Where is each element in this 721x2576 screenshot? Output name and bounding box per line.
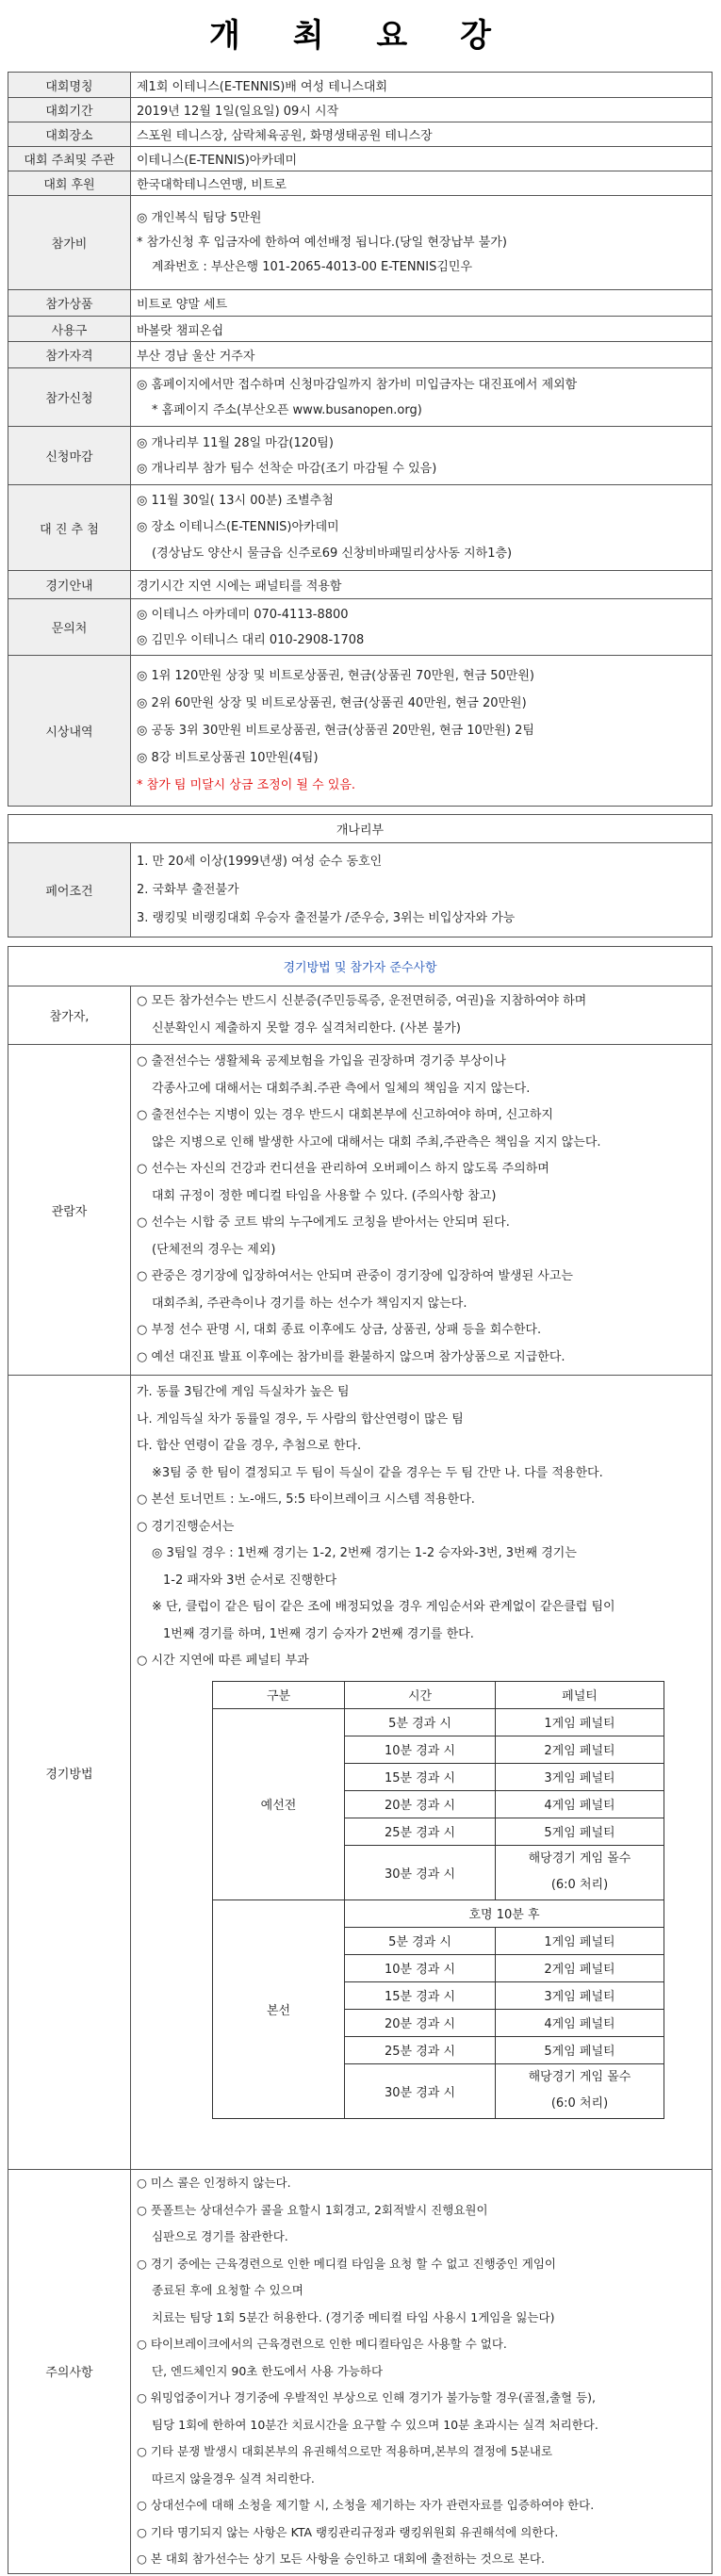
main-label: 본선 (213, 1899, 345, 2118)
text-line: 구분 (213, 1681, 345, 1708)
text-line: 팀당 1회에 한하여 10분간 치료시간을 요구할 수 있으며 10분 초과시는 실격 처리한다. (152, 2417, 598, 2432)
row-value (131, 986, 713, 1045)
text-line: 페널티 (496, 1681, 664, 1708)
text-line: ◎ 홈페이지에서만 접수하며 신청마감일까지 참가비 미입금자는 대진표에서 제외함 (137, 377, 578, 392)
text-line: 심판으로 경기를 참관한다. (152, 2229, 288, 2243)
text-line: ◎ 김민우 이테니스 대리 010-2908-1708 (137, 632, 365, 647)
row-label: 주의사항 (8, 2170, 131, 2574)
row-name (8, 73, 713, 98)
text-line: ◎ 장소 이테니스(E-TENNIS)아카데미 (137, 520, 339, 534)
text-line: ○ 풋폴트는 상대선수가 콜을 요할시 1회경고, 2회적발시 진행요원이 (137, 2202, 488, 2217)
row-venue (8, 122, 713, 147)
text-line: 20분 경과 시 (345, 1790, 496, 1818)
text-line: ◎ 개인복식 팀당 5만원 (137, 210, 262, 225)
text-line: ◎ 공동 3위 30만원 비트로상품권, 현금(상품권 20만원, 현금 10만원) 2팀 (137, 724, 534, 738)
penalty-table (212, 1681, 664, 2119)
division-conditions (131, 843, 713, 937)
text-line: 20분 경과 시 (345, 2009, 496, 2036)
text-line: ※3팀 중 한 팀이 결정되고 두 팀이 득실이 같을 경우는 두 팀 간만 나. 다를 적용한다. (152, 1465, 603, 1480)
text-line: ○ 시간 지연에 따른 페널티 부과 (137, 1654, 309, 1668)
row-label: 경기방법 (8, 1376, 131, 2170)
division-label: 페어조건 (8, 843, 131, 937)
row-label: 참가자, (8, 986, 131, 1045)
row-fee (8, 196, 713, 290)
text-line: 단, 엔드체인지 90초 한도에서 사용 가능하다 (152, 2363, 384, 2378)
row-value (131, 2170, 713, 2574)
text-line: 2게임 페널티 (496, 1954, 664, 1981)
overview-table (8, 72, 713, 807)
text-line: ○ 상대선수에 대해 소청을 제기할 시, 소청을 제기하는 자가 관련자료를 입증하여야 한다. (137, 2498, 595, 2512)
rules-management (8, 1045, 713, 1376)
text-line: ◎ 11월 30일( 13시 00분) 조별추첨 (137, 494, 334, 508)
text-line: (6:0 처리) (550, 2096, 609, 2111)
text-line: 시간 (345, 1681, 496, 1708)
text-line: 15분 경과 시 (345, 1981, 496, 2009)
row-label: 대회 주최및 주관 (8, 147, 131, 171)
text-line: 3. 랭킹및 비랭킹대회 우승자 출전불가 /준우승, 3위는 비입상자와 가능 (137, 910, 516, 925)
page-title: 개 최 요 강 (209, 17, 512, 55)
text-line: * 참가신청 후 입금자에 한하여 예선배정 됩니다.(당일 현장납부 불가) (137, 235, 507, 250)
text-line: ○ 출전선수는 지병이 있는 경우 반드시 대회본부에 신고하여야 하며, 신고하지 (137, 1108, 553, 1122)
text-line: ◎ 1위 120만원 상장 및 비트로상품권, 현금(상품권 70만원, 현금 50만원) (137, 669, 534, 683)
row-match-info (8, 571, 713, 599)
text-line: 2게임 페널티 (496, 1736, 664, 1763)
text-line: 1-2 패자와 3번 순서로 진행한다 (163, 1573, 337, 1588)
text-line: 신분확인시 제출하지 못할 경우 실격처리한다. (사본 불가) (152, 1020, 461, 1035)
text-line: (경상남도 양산시 물금읍 신주로69 신창비바패밀리상사동 지하1층) (152, 546, 513, 561)
text-line: 2019년 12월 1일(일요일) 09시 시작 (137, 105, 339, 119)
text-line: ◎ 8강 비트로상품권 10만원(4팀) (137, 751, 319, 765)
text-line: 30분 경과 시 (345, 1845, 496, 1899)
text-line: 부산 경남 울산 거주자 (137, 350, 255, 364)
text-line: 해당경기 게임 몰수 (528, 2069, 631, 2084)
row-label: 시상내역 (8, 656, 131, 807)
table-row (213, 1899, 664, 1927)
row-draw (8, 485, 713, 571)
rules-header: 경기방법 및 참가자 준수사항 (8, 947, 713, 986)
text-line: 5분 경과 시 (345, 1708, 496, 1736)
text-line: 1게임 페널티 (496, 1708, 664, 1736)
row-label: 대회명칭 (8, 73, 131, 98)
prize-note: * 참가 팀 미달시 상금 조정이 될 수 있음. (137, 778, 356, 792)
text-line: 나. 게임득실 차가 동률일 경우, 두 사람의 합산연령이 많은 팀 (137, 1411, 464, 1427)
text-line: ○ 본선 토너먼트 : 노-애드, 5:5 타이브레이크 시스템 적용한다. (137, 1492, 475, 1507)
text-line: 25분 경과 시 (345, 2036, 496, 2063)
text-line: (단체전의 경우는 제외) (152, 1242, 276, 1257)
text-line: 1. 만 20세 이상(1999년생) 여성 순수 동호인 (137, 854, 383, 869)
text-line: 4게임 페널티 (496, 1790, 664, 1818)
division-header: 개나리부 (8, 815, 713, 843)
row-organizer (8, 147, 713, 171)
text-line: 스포원 테니스장, 삼락체육공원, 화명생태공원 테니스장 (137, 129, 433, 143)
text-line: ◎ 2위 60만원 상장 및 비트로상품권, 현금(상품권 40만원, 현금 20만원) (137, 696, 527, 710)
text-line: ○ 기타 명기되지 않는 사항은 KTA 랭킹관리규정과 랭킹위원회 유권해석에 의한다. (137, 2524, 559, 2539)
table-row (213, 1708, 664, 1736)
text-line: ※ 단, 클럽이 같은 팀이 같은 조에 배정되었을 경우 게임순서와 관계없이 같은클럽 팀이 (152, 1600, 615, 1614)
division-table (8, 814, 713, 937)
row-label: 문의처 (8, 599, 131, 656)
text-line: ◎ 3팀일 경우 : 1번째 경기는 1-2, 2번째 경기는 1-2 승자와-3번, 3번째 경기는 (152, 1546, 577, 1560)
row-value (131, 171, 713, 196)
text-line: 제1회 이테니스(E-TENNIS)배 여성 테니스대회 (137, 79, 388, 94)
text-line: ○ 예선 대진표 발표 이후에는 참가비를 환불하지 않으며 참가상품으로 지급한다. (137, 1349, 565, 1364)
row-value (131, 196, 713, 290)
row-label: 사용구 (8, 317, 131, 342)
main-header: 호명 10분 후 (345, 1899, 664, 1927)
text-line: 1게임 페널티 (496, 1927, 664, 1954)
text-line: ○ 부정 선수 판명 시, 대회 종료 이후에도 상금, 상품권, 상패 등을 회수한다. (137, 1323, 542, 1337)
text-line: 5분 경과 시 (345, 1927, 496, 1954)
prelim-label: 예선전 (213, 1708, 345, 1899)
text-line: 해당경기 게임 몰수 (528, 1850, 631, 1866)
rules-table (8, 946, 713, 2574)
text-line: ○ 미스 콜은 인정하지 않는다. (137, 2176, 291, 2190)
row-value (131, 122, 713, 147)
row-label: 참가비 (8, 196, 131, 290)
row-value (131, 427, 713, 485)
row-gift (8, 290, 713, 317)
penalty-header-row (213, 1681, 664, 1708)
row-label: 관람자 (8, 1045, 131, 1376)
text-line: 15분 경과 시 (345, 1763, 496, 1790)
text-line: 바볼랏 챔피온쉽 (137, 323, 224, 338)
text-line: 10분 경과 시 (345, 1954, 496, 1981)
text-line: ○ 워밍업중이거나 경기중에 우발적인 부상으로 인해 경기가 불가능할 경우(골절,출혈 등), (137, 2390, 596, 2405)
row-label: 참가상품 (8, 290, 131, 317)
row-value (131, 1045, 713, 1376)
text-line: 5게임 페널티 (496, 1818, 664, 1845)
text-line: 10분 경과 시 (345, 1736, 496, 1763)
row-value (131, 147, 713, 171)
text-line: 대회 규정이 정한 메디컬 타임을 사용할 수 있다. (주의사항 참고) (152, 1188, 497, 1203)
row-value (131, 1376, 713, 2170)
text-line: ○ 본 대회 참가선수는 상기 모든 사항을 승인하고 대회에 출전하는 것으로 본다. (137, 2552, 545, 2566)
text-line: 각종사고에 대해서는 대회주최.주관 측에서 일체의 책임을 지지 않는다. (152, 1081, 531, 1096)
text-line: ○ 경기 중에는 근육경련으로 인한 메디컬 타임을 요청 할 수 없고 진행중인 게임이 (137, 2256, 556, 2271)
row-value (131, 656, 713, 807)
text-line: 25분 경과 시 (345, 1818, 496, 1845)
text-line: 대회주최, 주관측이나 경기를 하는 선수가 책임지지 않는다. (152, 1296, 467, 1311)
text-line: ○ 관중은 경기장에 입장하여서는 안되며 관중이 경기장에 입장하여 발생된 사고는 (137, 1269, 573, 1283)
text-line: ○ 출전선수는 생활체육 공제보험을 가입을 권장하며 경기중 부상이나 (137, 1054, 506, 1068)
text-line: ○ 모든 참가선수는 반드시 신분증(주민등록증, 운전면허증, 여권)을 지참하여야 하며 (137, 994, 587, 1008)
row-period (8, 98, 713, 122)
text-line: ○ 타이브레이크에서의 근육경련으로 인한 메디컬타임은 사용할 수 없다. (137, 2337, 507, 2351)
text-line: ◎ 이테니스 아카데미 070-4113-8800 (137, 607, 349, 622)
row-label: 대회장소 (8, 122, 131, 147)
rules-method (8, 1376, 713, 2170)
text-line: 치료는 팀당 1회 5분간 허용한다. (경기중 메티컬 타임 사용시 1게임을 잃는다) (152, 2309, 555, 2324)
row-label: 경기안내 (8, 571, 131, 599)
text-line: 이테니스(E-TENNIS)아카데미 (137, 154, 298, 168)
row-value (131, 317, 713, 342)
row-value (131, 599, 713, 656)
row-value (131, 98, 713, 122)
row-value (131, 368, 713, 427)
text-line: * 홈페이지 주소(부산오픈 www.busanopen.org) (152, 402, 422, 417)
text-line: ○ 선수는 시합 중 코트 밖의 누구에게도 코칭을 받아서는 안되며 된다. (137, 1215, 510, 1230)
row-label: 신청마감 (8, 427, 131, 485)
text-line: 가. 동률 3팀간에 게임 득실차가 높은 팀 (137, 1385, 350, 1399)
text-line: 다. 합산 연령이 같을 경우, 추첨으로 한다. (137, 1439, 362, 1453)
text-line: 3게임 페널티 (496, 1763, 664, 1790)
text-line: 30분 경과 시 (345, 2063, 496, 2118)
rules-cautions (8, 2170, 713, 2574)
text-line: ○ 선수는 자신의 건강과 컨디션을 관리하여 오버페이스 하지 않도록 주의하며 (137, 1162, 549, 1176)
row-prizes (8, 656, 713, 807)
text-line: ◎ 개나리부 참가 팀수 선착순 마감(조기 마감될 수 있음) (137, 461, 437, 476)
row-value (131, 485, 713, 571)
row-contact (8, 599, 713, 656)
text-line: 종료된 후에 요청할 수 있으며 (152, 2283, 303, 2297)
text-line: ○ 기타 분쟁 발생시 대회본부의 유권해석으로만 적용하며,본부의 결정에 5분내로 (137, 2444, 553, 2458)
row-value (131, 73, 713, 98)
row-deadline (8, 427, 713, 485)
text-line: 한국대학테니스연맹, 비트로 (137, 178, 287, 192)
row-value (131, 342, 713, 368)
text-line: 비트로 양말 세트 (137, 298, 228, 312)
text-line: 계좌번호 : 부산은행 101-2065-4013-00 E-TENNIS김민우 (152, 259, 473, 274)
row-value (131, 290, 713, 317)
row-label: 참가신청 (8, 368, 131, 427)
text-line: ◎ 개나리부 11월 28일 마감(120팀) (137, 435, 334, 450)
text-line: (6:0 처리) (550, 1878, 609, 1892)
text-line: 경기시간 지연 시에는 패널티를 적용함 (137, 579, 342, 594)
text-line: 2. 국화부 출전불가 (137, 882, 239, 897)
row-value (131, 571, 713, 599)
row-application (8, 368, 713, 427)
text-line: ○ 경기진행순서는 (137, 1519, 235, 1534)
row-sponsor (8, 171, 713, 196)
text-line: 3게임 페널티 (496, 1981, 664, 2009)
text-line: 따르지 않을경우 실격 처리한다. (152, 2470, 315, 2486)
row-label: 대회 후원 (8, 171, 131, 196)
rules-participants (8, 986, 713, 1045)
row-label: 참가자격 (8, 342, 131, 368)
text-line: 1번째 경기를 하며, 1번째 경기 승자가 2번째 경기를 한다. (163, 1626, 474, 1641)
row-label: 대 진 추 첨 (8, 485, 131, 571)
text-line: 4게임 페널티 (496, 2009, 664, 2036)
row-eligibility (8, 342, 713, 368)
text-line: 5게임 페널티 (496, 2036, 664, 2063)
row-ball (8, 317, 713, 342)
text-line: 않은 지병으로 인해 발생한 사고에 대해서는 대회 주최,주관측은 책임을 지지 않는다. (152, 1134, 601, 1149)
row-label: 대회기간 (8, 98, 131, 122)
